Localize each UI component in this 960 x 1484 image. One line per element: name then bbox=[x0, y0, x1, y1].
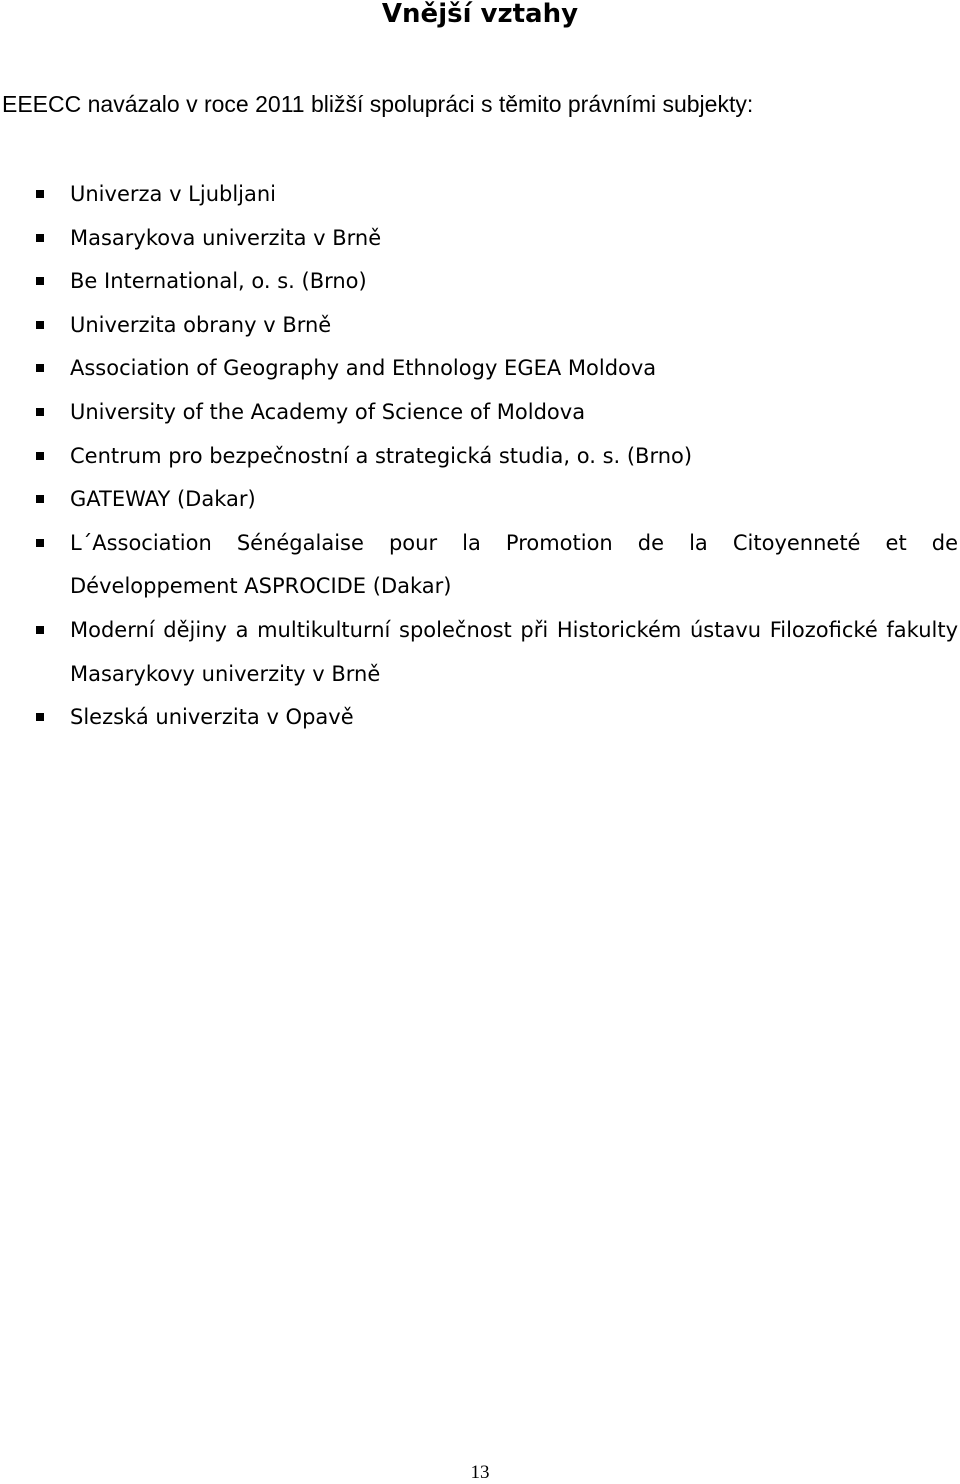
square-bullet-icon bbox=[36, 539, 44, 547]
square-bullet-icon bbox=[36, 626, 44, 634]
partner-list bbox=[0, 173, 960, 740]
square-bullet-icon bbox=[36, 408, 44, 416]
partner-name: Centrum pro bezpečnostní a strategická studia, o. s. (Brno) bbox=[70, 443, 693, 468]
list-item bbox=[0, 391, 960, 435]
square-bullet-icon bbox=[36, 452, 44, 460]
partner-name: GATEWAY (Dakar) bbox=[70, 487, 256, 512]
list-item bbox=[0, 173, 960, 217]
list-item bbox=[0, 217, 960, 261]
list-item bbox=[0, 696, 960, 740]
partner-name: Be International, o. s. (Brno) bbox=[70, 269, 367, 294]
square-bullet-icon bbox=[36, 190, 44, 198]
square-bullet-icon bbox=[36, 495, 44, 503]
square-bullet-icon bbox=[36, 321, 44, 329]
square-bullet-icon bbox=[36, 713, 44, 721]
partner-name: L´Association Sénégalaise pour la Promotion de la Citoyenneté et de Développement ASPROCIDE (Dakar) bbox=[70, 530, 958, 599]
partner-name: Masarykova univerzita v Brně bbox=[70, 225, 382, 250]
square-bullet-icon bbox=[36, 277, 44, 285]
list-item bbox=[0, 609, 960, 696]
square-bullet-icon bbox=[36, 234, 44, 242]
partner-name: Univerza v Ljubljani bbox=[70, 182, 277, 206]
partner-name: Slezská univerzita v Opavě bbox=[70, 705, 354, 730]
partner-name: Moderní dějiny a multikulturní společnost při Historickém ústavu Filozofické fakulty Masarykovy univerzity v Brně bbox=[70, 617, 958, 686]
intro-paragraph: EEECC navázalo v roce 2011 bližší spolupráci s těmito právními subjekty: bbox=[2, 91, 754, 117]
square-bullet-icon bbox=[36, 364, 44, 372]
list-item bbox=[0, 347, 960, 391]
partner-name: Univerzita obrany v Brně bbox=[70, 312, 332, 337]
list-item bbox=[0, 522, 960, 609]
page-title: Vnější vztahy bbox=[381, 0, 579, 29]
list-item bbox=[0, 478, 960, 522]
list-item bbox=[0, 435, 960, 479]
list-item bbox=[0, 304, 960, 348]
page-number: 13 bbox=[470, 1462, 490, 1483]
list-item bbox=[0, 260, 960, 304]
partner-name: Association of Geography and Ethnology EGEA Moldova bbox=[70, 356, 657, 381]
partner-name: University of the Academy of Science of Moldova bbox=[70, 399, 586, 424]
